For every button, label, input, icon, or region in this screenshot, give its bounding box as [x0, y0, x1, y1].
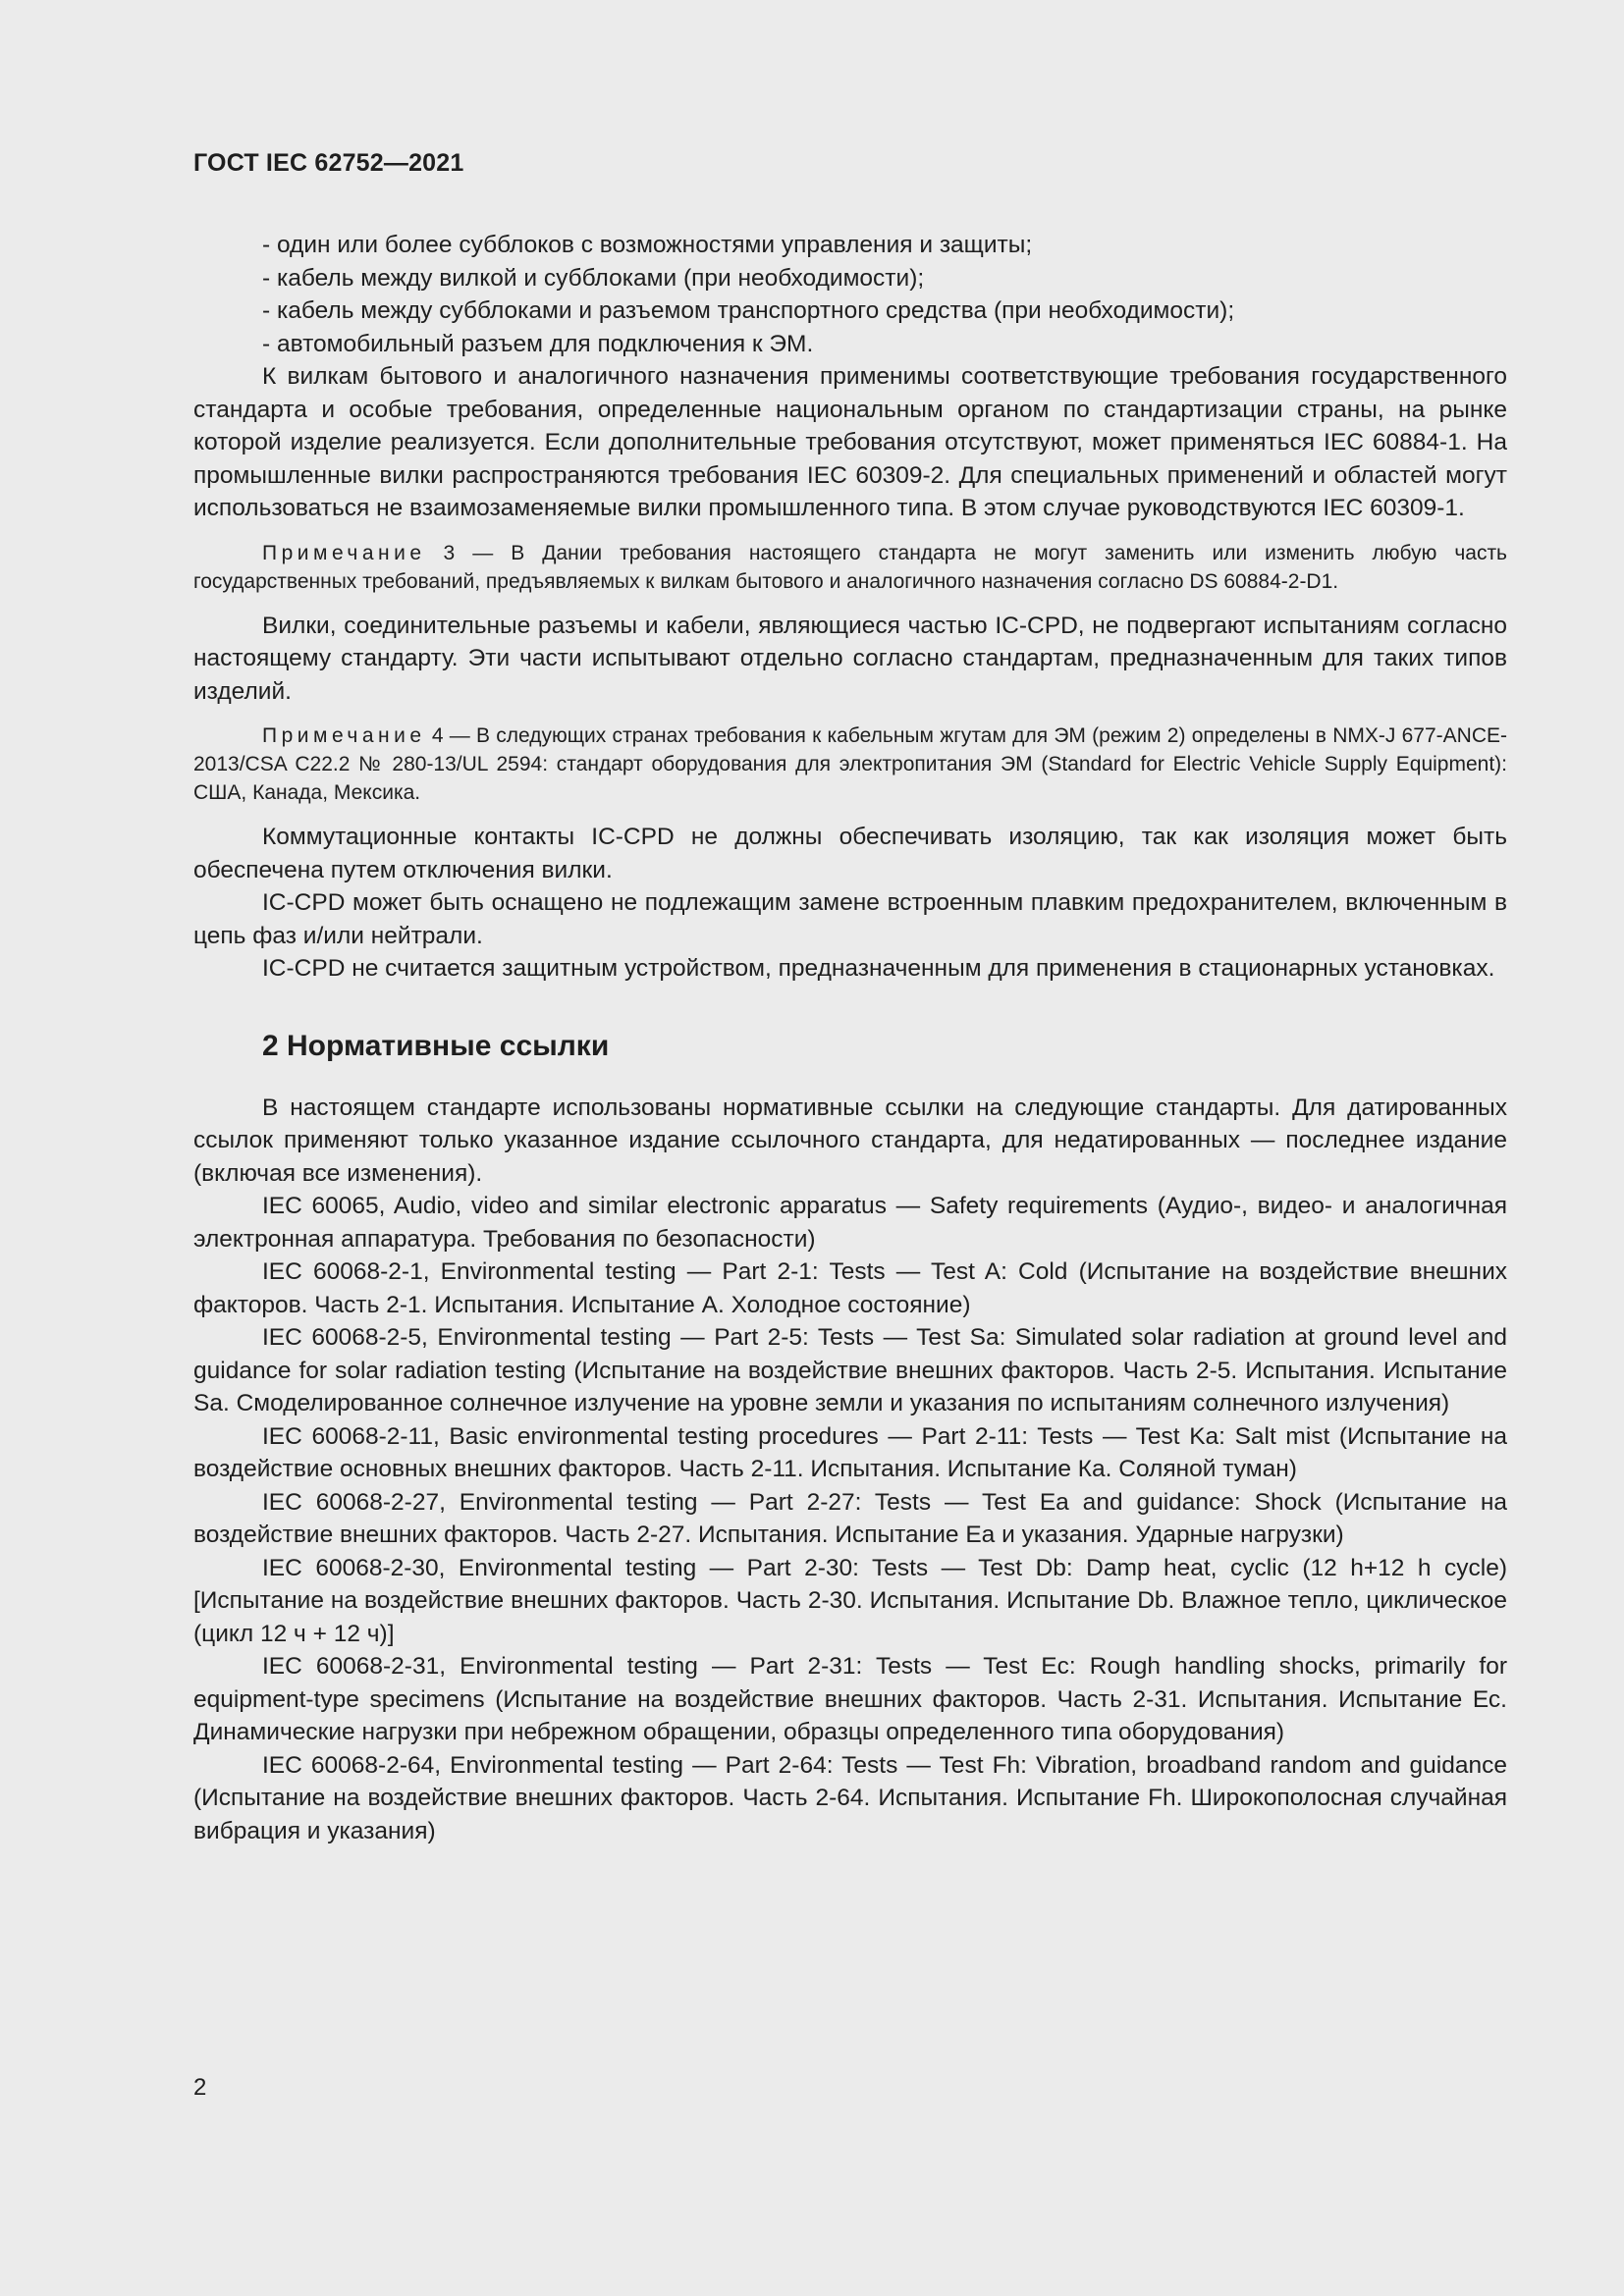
- paragraph-plugs-requirements: К вилкам бытового и аналогичного назначения применимы соответствующие требования государственного стандарта и особые требования, определенные национальным органом по стандартизации страны, на рынке которой изделие реализуется. Если дополнительные требования отсутствуют, может применяться IEC 60884-1. На промышленные вилки распространяются требования IEC 60309-2. Для специальных применений и областей могут использоваться не взаимозаменяемые вилки промышленного типа. В этом случае руководствуются IEC 60309-1.: [193, 363, 1507, 521]
- note-text: 3 — В Дании требования настоящего стандарта не могут заменить или изменить любую часть государственных требований, предъявляемых к вилкам бытового и аналогичного назначения согласно DS 60884-2-D1.: [193, 541, 1507, 593]
- list-item: - кабель между субблоками и разъемом транспортного средства (при необходимости);: [262, 297, 1235, 324]
- list-item: - автомобильный разъем для подключения к ЭМ.: [262, 330, 814, 357]
- reference-item: IEC 60068-2-11, Basic environmental testing procedures — Part 2-11: Tests — Test Ka: Salt mist (Испытание на воздействие основных внешних факторов. Часть 2-11. Испытания. Испытание Ка. Соляной туман): [193, 1422, 1507, 1482]
- note-label: Примечание: [262, 724, 426, 747]
- list-item: - один или более субблоков с возможностями управления и защиты;: [262, 232, 1033, 258]
- list-item: - кабель между вилкой и субблоками (при необходимости);: [262, 264, 925, 292]
- note-label: Примечание: [262, 541, 426, 564]
- paragraph-switching-contacts: Коммутационные контакты IC-CPD не должны обеспечивать изоляцию, так как изоляция может быть обеспечена путем отключения вилки.: [193, 824, 1507, 883]
- reference-item: IEC 60068-2-27, Environmental testing — Part 2-27: Tests — Test Ea and guidance: Shock (Испытание на воздействие внешних факторов. Часть 2-27. Испытания. Испытание Еа и указания. Ударные нагрузки): [193, 1488, 1507, 1548]
- reference-item: IEC 60068-2-64, Environmental testing — Part 2-64: Tests — Test Fh: Vibration, broadband random and guidance (Испытание на воздействие внешних факторов. Часть 2-64. Испытания. Испытание Fh. Широкополосная случайная вибрация и указания): [193, 1751, 1507, 1844]
- reference-item: IEC 60065, Audio, video and similar electronic apparatus — Safety requirements (Аудио-, видео- и аналогичная электронная аппаратура. Требования по безопасности): [193, 1193, 1507, 1253]
- document-header: ГОСТ IEC 62752—2021: [193, 149, 464, 177]
- document-body: [193, 229, 1507, 1847]
- section-title: 2 Нормативные ссылки: [262, 1029, 610, 1062]
- paragraph-fuse: IC-CPD может быть оснащено не подлежащим замене встроенным плавким предохранителем, включенным в цепь фаз и/или нейтрали.: [193, 889, 1507, 949]
- reference-item: IEC 60068-2-30, Environmental testing — Part 2-30: Tests — Test Db: Damp heat, cyclic (12 h+12 h cycle) [Испытание на воздействие внешних факторов. Часть 2-30. Испытания. Испытание Db. Влажное тепло, циклическое (цикл 12 ч + 12 ч)]: [193, 1554, 1507, 1647]
- note-3: [193, 539, 1507, 596]
- reference-intro: В настоящем стандарте использованы нормативные ссылки на следующие стандарты. Для датированных ссылок применяют только указанное издание ссылочного стандарта, для недатированных — последнее издание (включая все изменения).: [193, 1094, 1507, 1187]
- paragraph-plugs-cables: Вилки, соединительные разъемы и кабели, являющиеся частью IC-CPD, не подвергают испытаниям согласно настоящему стандарту. Эти части испытывают отдельно согласно стандартам, предназначенным для таких типов изделий.: [193, 612, 1507, 705]
- reference-item: IEC 60068-2-5, Environmental testing — Part 2-5: Tests — Test Sa: Simulated solar radiation at ground level and guidance for solar radiation testing (Испытание на воздействие внешних факторов. Часть 2-5. Испытания. Испытание Sa. Смоделированное солнечное излучение на уровне земли и указания по испытаниям солнечного излучения): [193, 1324, 1507, 1416]
- note-text: 4 — В следующих странах требования к кабельным жгутам для ЭМ (режим 2) определены в NMX-J 677-ANCE-2013/CSA C22.2 № 280-13/UL 2594: стандарт оборудования для электропитания ЭМ (Standard for Electric Vehicle Supply Equipment): США, Канада, Мексика.: [193, 724, 1507, 804]
- reference-item: IEC 60068-2-1, Environmental testing — Part 2-1: Tests — Test A: Cold (Испытание на воздействие внешних факторов. Часть 2-1. Испытания. Испытание А. Холодное состояние): [193, 1258, 1507, 1318]
- reference-item: IEC 60068-2-31, Environmental testing — Part 2-31: Tests — Test Ec: Rough handling shocks, primarily for equipment-type specimens (Испытание на воздействие внешних факторов. Часть 2-31. Испытания. Испытание Ес. Динамические нагрузки при небрежном обращении, образцы определенного типа оборудования): [193, 1653, 1507, 1745]
- paragraph-protective-device: IC-CPD не считается защитным устройством, предназначенным для применения в стационарных установках.: [262, 955, 1495, 982]
- note-4: [193, 721, 1507, 807]
- page-number: 2: [193, 2074, 207, 2101]
